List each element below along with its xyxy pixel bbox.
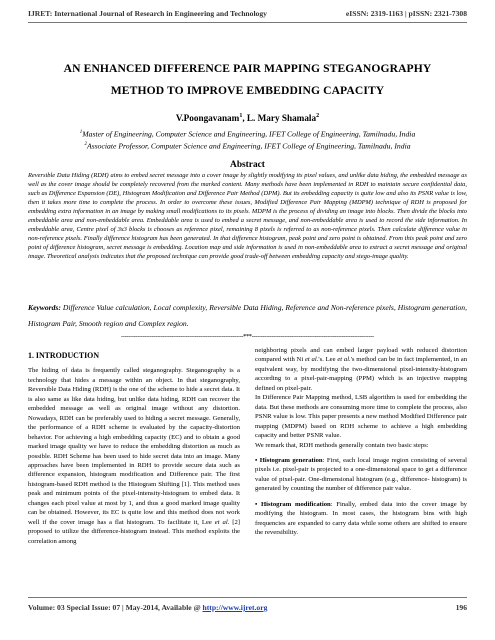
header-rule bbox=[28, 22, 467, 23]
intro-paragraph-3: In Difference Pair Mapping method, LSB algorithm is used for embedding the data. But these methods are consuming more time to complete the process, also PSNR value is low. This paper presents a new method Modified Difference pair mapping (MDPM) based on RDH scheme to achieve a high embedding capacity and better PSNR value. bbox=[255, 394, 467, 440]
title-line-1: AN ENHANCED DIFFERENCE PAIR MAPPING STEGANOGRAPHY bbox=[63, 62, 432, 75]
page-footer bbox=[28, 603, 467, 612]
footer-rule bbox=[28, 597, 467, 598]
intro-p1-text-b: [2] proposed to utilize the difference-histogram instead. This method exploits the correlation among bbox=[28, 518, 240, 545]
section-heading-introduction: 1. INTRODUCTION bbox=[28, 351, 100, 360]
title-line-2: METHOD TO IMPROVE EMBEDDING CAPACITY bbox=[110, 84, 385, 97]
intro-p2-etal-2: et al. bbox=[337, 356, 351, 364]
step-histogram-generation bbox=[255, 456, 467, 494]
author-separator: , bbox=[242, 113, 247, 124]
author-list bbox=[30, 113, 465, 123]
affiliation-1-sup: 1 bbox=[79, 130, 83, 135]
intro-p2-text-c: 's method can be in fact implemented, in an equivalent way, by modifying the two-dimensional pixel-intensity-histogram according to a pixel-pair-mapping (PPM) which is an injective mapping defined on pixel-pair. bbox=[255, 356, 468, 392]
abstract-heading: Abstract bbox=[230, 160, 265, 170]
intro-paragraph-1 bbox=[28, 366, 240, 546]
intro-paragraph-2 bbox=[255, 346, 467, 393]
footer-volume bbox=[28, 603, 267, 612]
section-separator: --------------------------------------------------------------------***-------------------------------------------------------------------- bbox=[121, 334, 374, 340]
keywords-text: Difference Value calculation, Local complexity, Reversible Data Hiding, Reference and Non-reference pixels, Histogram generation, Histogram Pair, Smooth region and Complex region. bbox=[28, 303, 467, 328]
affiliation-1 bbox=[30, 128, 465, 140]
abstract-text: Reversible Data Hiding (RDH) aims to embed secret message into a cover image by slightly modifying its pixel values, and unlike data hiding, the embedded message as well as the cover image should be completely recovered from the marked content. Many methods have been implemented in RDH to maintain secure confidential data, such as Difference Expansion (DE), Histogram Modification and Difference Pair Method (DPM). But its embedding capacity is quite low and also its PSNR value is low, then it takes more time to complete the process. In order to overcome these issues, Modified Difference Pair Mapping (MDPM) technique of RDH is proposed for embedding extra information in an image by making small modifications to its pixels. MDPM is the process of dividing an image into blocks. Then divide the blocks into embeddable area and non-embeddable area. Embeddable area is used to embed a secret message, and non-embeddable area is used to record the side information. In embeddable area, Centre pixel of 3x3 blocks is chooses as reference pixel, remaining 8 pixels is referred to as non-reference pixels. Then calculate difference value in non-reference pixels. Finally difference histogram has been generated. In that difference histogram, peak point and zero point is obtained. From this peak point and zero point of difference histogram, secret message is embedding. Location map and side information is used in non-embeddable area to extract a secret message and original image. Theoretical analysis indicates that the proposed technique can provide good trade-off between embedding capacity and stego-image quality. bbox=[28, 172, 467, 260]
issn: eISSN: 2319-1163 | pISSN: 2321-7308 bbox=[345, 9, 467, 18]
author-2-sup: 2 bbox=[316, 113, 320, 119]
intro-p1-etal: et al. bbox=[214, 518, 230, 526]
page-number: 196 bbox=[455, 603, 467, 612]
author-2: L. Mary Shamala bbox=[246, 113, 317, 124]
intro-p2-text-a: neighboring pixels and can embed larger payload with reduced distortion compared with Ni bbox=[255, 347, 467, 364]
left-column bbox=[28, 351, 240, 546]
affiliations bbox=[30, 128, 465, 151]
step-histogram-modification bbox=[255, 500, 467, 538]
step-2-text: : Finally, embed data into the cover image by modifying the histogram. In most cases, the histogram bins with high frequencies are expanded to carry data while some others are shifted to ensure the reversibility. bbox=[255, 500, 467, 537]
affiliation-2 bbox=[30, 140, 465, 152]
author-1: V.Poongavanam bbox=[175, 113, 240, 124]
intro-p2-etal-1: et al. bbox=[304, 356, 319, 364]
step-1-text: : First, each local image region consisting of several pixels i.e. pixel-pair is projected to a one-dimensional space to get a difference value of pixel-pair. One-dimensional histogram (e.g., difference- histogram) is generated by counting the number of difference pair value. bbox=[255, 456, 467, 493]
intro-p1-text-a: The hiding of data is frequently called steganography. Steganography is a technology that hides a message within an object. In that steganography, Reversible Data Hiding (RDH) is the one of the scheme to hide a secret data. It is also same as like data hiding, but unlike data hiding, RDH can recover the embedded message as well as original image without any distortion. Nowadays, RDH can be preferably used to hiding a secret message. Generally, the performance of a RDH scheme is evaluated by the capacity-distortion behavior. For achieving a high embedding capacity (EC) and to obtain a good marked image quality we have to reduce the embedding distortion as much as possible. RDH Scheme has been used to hide secret data into an image. Many approaches have been implemented in RDH to provide secure data such as difference expansion, histogram modification and Difference pair. The first histogram-based RDH method is the Histogram Shifting [1]. This method uses peak and minimum points of the pixel-intensity-histogram to embed data. It changes each pixel value at most by 1, and thus a good marked image quality can be obtained. However, its EC is quite low and this method does not work well if the cover image has a flat histogram. To facilitate it, Lee bbox=[28, 367, 240, 526]
affiliation-1-text: Master of Engineering, Computer Science and Engineering, IFET College of Engineering, Tamilnadu, India bbox=[82, 129, 416, 139]
paper-title bbox=[30, 58, 465, 102]
step-1-label: • Histogram generation bbox=[255, 456, 323, 464]
affiliation-2-sup: 2 bbox=[84, 141, 87, 147]
journal-name: IJRET: International Journal of Research in Engineering and Technology bbox=[28, 9, 267, 18]
affiliation-2-text: Associate Professor, Computer Science and Engineering, IFET College of Engineering, Tamilnadu, India bbox=[86, 141, 411, 151]
footer-volume-text: Volume: 03 Special Issue: 07 | May-2014, Available @ bbox=[28, 603, 203, 612]
keywords-label: Keywords: bbox=[28, 303, 61, 312]
intro-p2-text-b: 's. Lee bbox=[318, 356, 338, 364]
author-1-sup: 1 bbox=[239, 113, 243, 119]
right-column bbox=[255, 346, 467, 538]
step-2-label: • Histogram modification bbox=[255, 500, 331, 508]
running-head bbox=[28, 9, 467, 18]
intro-paragraph-4: We remark that, RDH methods generally contain two basic steps: bbox=[255, 441, 429, 449]
journal-url-link[interactable]: http://www.ijret.org bbox=[202, 603, 268, 612]
keywords bbox=[28, 300, 467, 332]
